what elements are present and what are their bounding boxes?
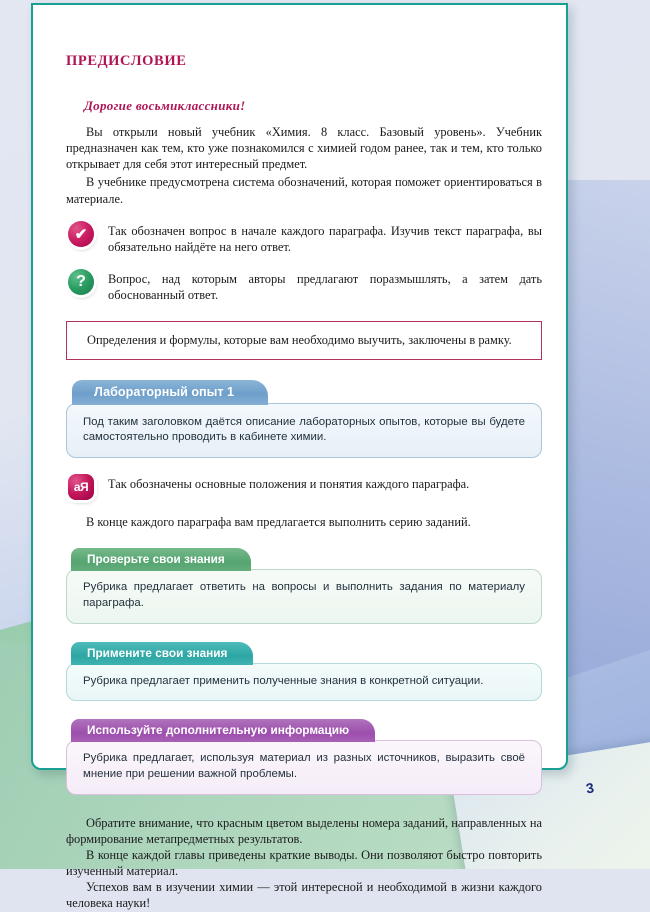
rubric-additional-info (66, 719, 542, 794)
page-content (66, 53, 542, 912)
closing-section (66, 815, 542, 912)
check-circle-icon: ✔ (68, 221, 94, 247)
legend-text-key-concept: Так обозначены основные положения и понятия каждого параграфа. (108, 476, 470, 491)
rubric-tab-label-apply-knowledge: Примените свои знания (71, 642, 253, 665)
definition-frame (66, 321, 542, 359)
lab-experiment-block (66, 380, 542, 458)
closing-paragraph-2: В конце каждой главы приведены краткие выводы. Они позволяют быстро повторить изученный материал. (66, 848, 542, 879)
legend-row-check (66, 221, 542, 255)
lab-experiment-tab-label: Лабораторный опыт 1 (72, 380, 268, 405)
closing-paragraph-1: Обратите внимание, что красным цветом выделены номера заданий, направленных на формирование метапредметных результатов. (66, 815, 542, 846)
legend-row-question (66, 269, 542, 303)
rubric-tab-label-check-knowledge: Проверьте свои знания (71, 548, 251, 571)
tasks-intro-paragraph: В конце каждого параграфа вам предлагается выполнить серию заданий. (86, 514, 471, 529)
page-title: ПРЕДИСЛОВИЕ (66, 53, 187, 69)
greeting-line: Дорогие восьмиклассники! (84, 98, 246, 113)
rubric-text-check-knowledge: Рубрика предлагает ответить на вопросы и выполнить задания по материалу параграфа. (83, 581, 525, 609)
rubric-apply-knowledge (66, 642, 542, 702)
intro-paragraph-1: Вы открыли новый учебник «Химия. 8 класс. Базовый уровень». Учебник предназначен как тем, кто уже познакомился с химией годом ранее, так и тем, кто только открывает для себя этот интересный предмет. (66, 125, 542, 172)
rubric-text-apply-knowledge: Рубрика предлагает применить полученные знания в конкретной ситуации. (83, 674, 484, 687)
question-circle-icon: ? (68, 269, 94, 295)
intro-paragraph-2: В учебнике предусмотрена система обозначений, которая поможет ориентироваться в материале. (66, 175, 542, 206)
legend-row-key-concept (66, 474, 542, 500)
definition-frame-text: Определения и формулы, которые вам необходимо выучить, заключены в рамку. (87, 333, 512, 348)
rubric-tab-label-additional-info: Используйте дополнительную информацию (71, 719, 375, 742)
lab-experiment-body (66, 403, 542, 458)
legend-text-check: Так обозначен вопрос в начале каждого параграфа. Изучив текст параграфа, вы обязательно найдёте на него ответ. (108, 223, 542, 254)
rubric-check-knowledge (66, 548, 542, 623)
lab-experiment-text: Под таким заголовком даётся описание лабораторных опытов, которые вы будете самостоятельно проводить в кабинете химии. (83, 415, 525, 444)
closing-paragraph-3: Успехов вам в изучении химии — этой интересной и необходимой в жизни каждого человека науки! (66, 880, 542, 911)
rubric-body-check-knowledge (66, 569, 542, 623)
rubric-body-additional-info (66, 740, 542, 794)
az-badge-icon: аЯ (68, 474, 94, 500)
rubric-text-additional-info: Рубрика предлагает, используя материал из разных источников, выразить своё мнение при решении важной проблемы. (83, 752, 525, 781)
rubric-body-apply-knowledge (66, 663, 542, 702)
textbook-page (31, 3, 568, 911)
legend-text-question: Вопрос, над которым авторы предлагают поразмышлять, а затем дать обоснованный ответ. (108, 271, 542, 302)
page-number: 3 (584, 779, 596, 797)
